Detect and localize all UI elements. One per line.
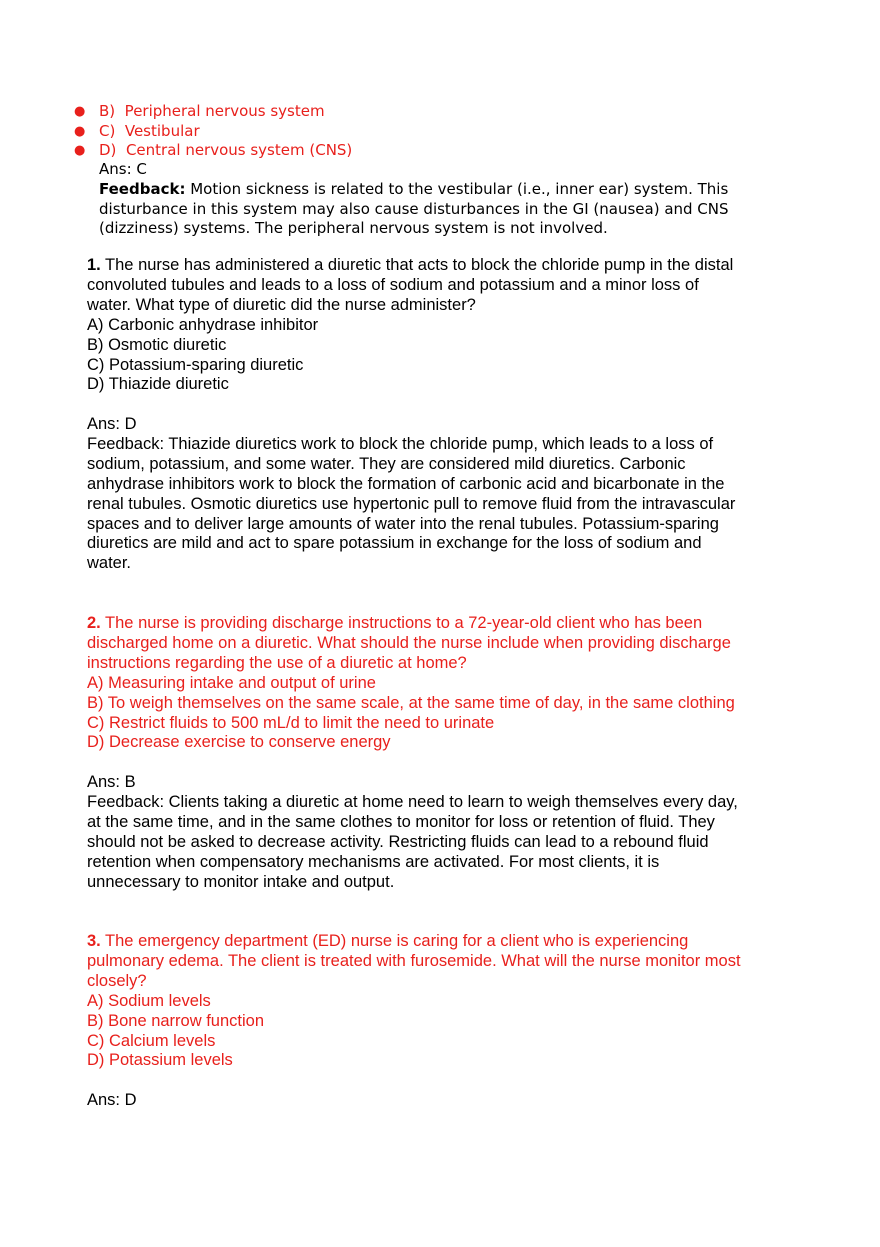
answer-feedback-1 — [87, 415, 787, 574]
option-text: A) Carbonic anhydrase inhibitor — [87, 315, 319, 334]
question-line: discharged home on a diuretic. What should the nurse include when providing discharge — [87, 633, 731, 652]
option-text: A) Measuring intake and output of urine — [87, 673, 376, 692]
answer-text: Ans: C — [99, 160, 147, 178]
feedback-line: water. — [87, 554, 132, 573]
feedback-line: renal tubules. Osmotic diuretics use hypertonic pull to remove fluid from the intravascular — [87, 494, 736, 513]
feedback-line: disturbance in this system may also cause disturbances in the GI (nausea) and CNS — [99, 199, 729, 218]
option-text: B) To weigh themselves on the same scale, at the same time of day, in the same clothing — [87, 693, 735, 712]
option-text: D) Potassium levels — [87, 1051, 233, 1070]
question-line: The nurse has administered a diuretic that acts to block the chloride pump in the distal — [100, 256, 734, 274]
answer-feedback-3 — [87, 1091, 787, 1111]
question-line: closely? — [87, 971, 147, 990]
feedback-line: anhydrase inhibitors work to block the formation of carbonic acid and bicarbonate in the — [87, 474, 725, 493]
question-number: 2. — [87, 614, 101, 632]
option-text: B) Bone narrow function — [87, 1011, 265, 1030]
question-line: convoluted tubules and leads to a loss of sodium and potassium and a minor loss of — [87, 275, 699, 294]
list-item — [74, 141, 794, 161]
answer-options-list — [74, 102, 794, 161]
feedback-block — [99, 180, 799, 239]
option-text: C) Calcium levels — [87, 1031, 216, 1050]
feedback-line: spaces and to deliver large amounts of water into the renal tubules. Potassium-sparing — [87, 514, 719, 533]
bullet-icon: ● — [74, 143, 86, 158]
feedback-line: diuretics are mild and act to spare potassium in exchange for the loss of sodium and — [87, 534, 702, 553]
option-text: C) Potassium-sparing diuretic — [87, 355, 304, 374]
feedback-line: Feedback: Thiazide diuretics work to block the chloride pump, which leads to a loss of — [87, 434, 714, 453]
bullet-icon: ● — [74, 104, 86, 119]
question-line: instructions regarding the use of a diuretic at home? — [87, 653, 467, 672]
bullet-icon: ● — [74, 123, 86, 139]
feedback-line: retention when compensatory mechanisms are activated. For most clients, it is — [87, 852, 660, 871]
option-text: D) Central nervous system (CNS) — [99, 141, 353, 159]
feedback-line: Motion sickness is related to the vestibular (i.e., inner ear) system. This — [185, 180, 729, 198]
option-text: B) Peripheral nervous system — [99, 102, 325, 120]
question-line: water. What type of diuretic did the nurse administer? — [87, 295, 476, 314]
question-1 — [87, 256, 787, 395]
option-text: D) Decrease exercise to conserve energy — [87, 733, 391, 752]
question-number: 1. — [87, 256, 101, 274]
option-text: A) Sodium levels — [87, 991, 211, 1010]
option-text: D) Thiazide diuretic — [87, 375, 229, 394]
feedback-line: sodium, potassium, and some water. They are considered mild diuretics. Carbonic — [87, 454, 686, 473]
answer-text: Ans: D — [87, 1091, 137, 1109]
feedback-line: unnecessary to monitor intake and output. — [87, 872, 395, 891]
feedback-line: at the same time, and in the same clothes to monitor for loss or retention of fluid. They — [87, 812, 715, 831]
question-3 — [87, 932, 787, 1071]
question-line: pulmonary edema. The client is treated with furosemide. What will the nurse monitor most — [87, 951, 741, 970]
feedback-line: Feedback: Clients taking a diuretic at home need to learn to weigh themselves every day, — [87, 792, 738, 811]
question-2 — [87, 614, 787, 753]
feedback-line: should not be asked to decrease activity. Restricting fluids can lead to a rebound fluid — [87, 832, 709, 851]
option-text: C) Vestibular — [99, 121, 200, 140]
list-item — [74, 102, 794, 122]
answer-feedback-2 — [87, 773, 787, 892]
option-text: C) Restrict fluids to 500 mL/d to limit the need to urinate — [87, 713, 495, 732]
feedback-line: (dizziness) systems. The peripheral nervous system is not involved. — [99, 219, 608, 237]
feedback-label: Feedback: — [99, 180, 186, 198]
answer-text: Ans: B — [87, 773, 136, 791]
question-line: The emergency department (ED) nurse is caring for a client who is experiencing — [100, 932, 689, 950]
question-line: The nurse is providing discharge instructions to a 72-year-old client who has been — [100, 614, 703, 632]
list-item — [74, 122, 794, 142]
question-number: 3. — [87, 932, 101, 950]
answer-text: Ans: D — [87, 415, 137, 433]
option-text: B) Osmotic diuretic — [87, 335, 227, 354]
